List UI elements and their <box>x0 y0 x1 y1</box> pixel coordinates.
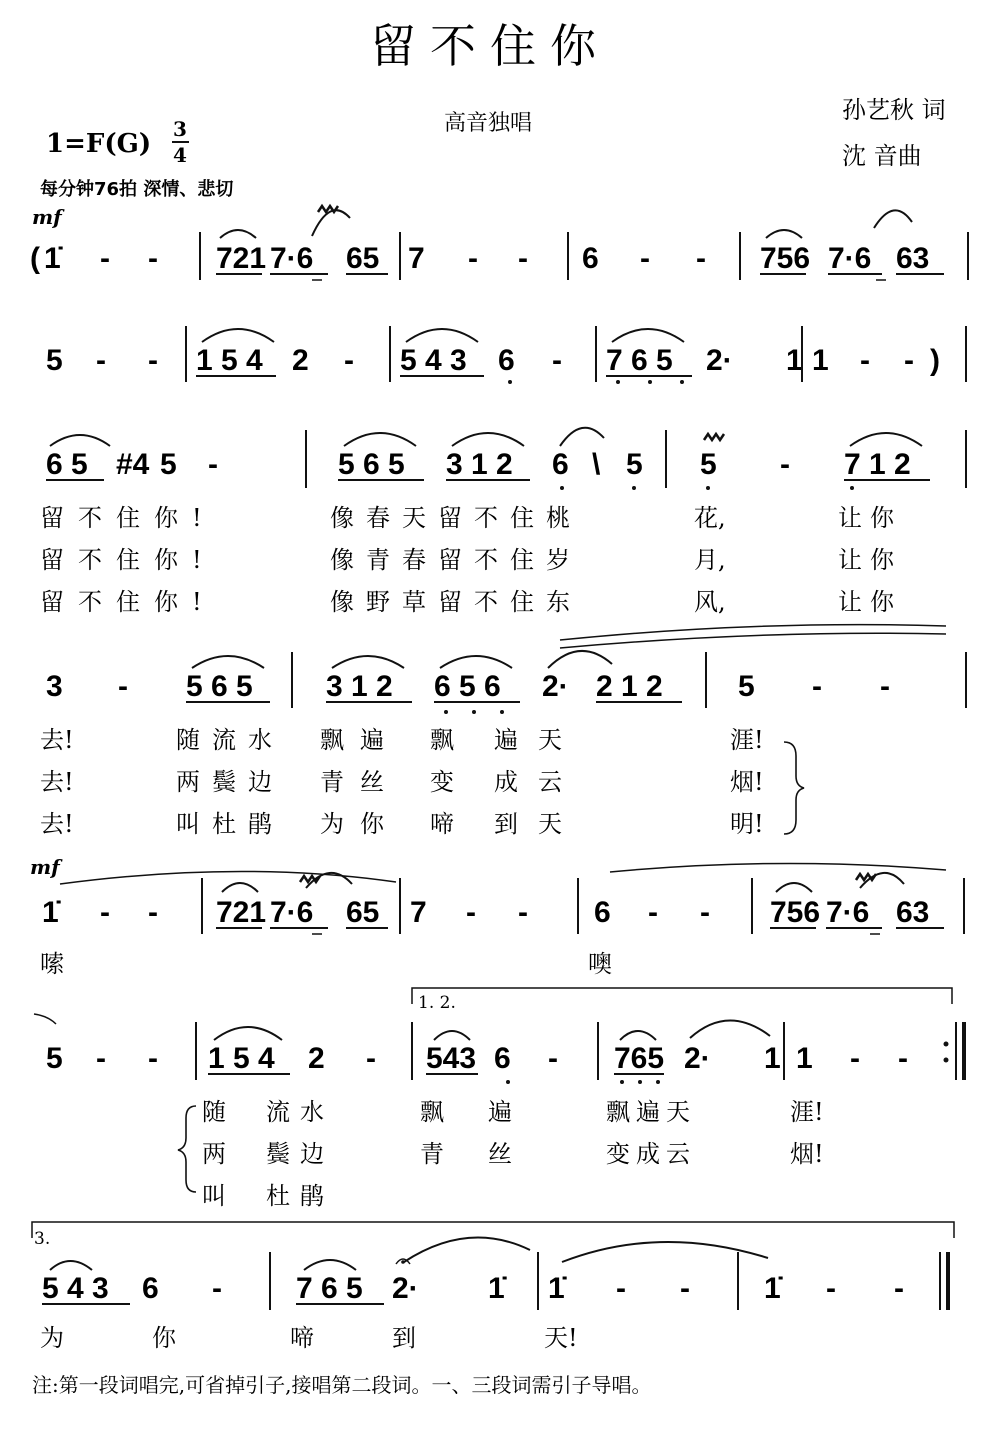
lyric-line: 飘 <box>420 1098 444 1126</box>
lyric-line: 留不住你! <box>40 546 216 574</box>
note: 3 1 2 <box>326 670 393 703</box>
note: - <box>344 344 354 377</box>
lyric-line: 让你 <box>838 504 902 532</box>
note: 6 <box>498 344 515 377</box>
note: 1̇ <box>764 1272 781 1305</box>
note: 7 6 5 <box>296 1272 363 1305</box>
note: 1 <box>786 344 803 377</box>
note: 6 5 <box>46 448 88 481</box>
lyric-line: 风, <box>694 588 726 616</box>
note: - <box>468 242 478 275</box>
lyrics-row-6 <box>178 1098 824 1210</box>
score-row-4 <box>46 625 966 714</box>
note: - <box>518 896 528 929</box>
note: 543 <box>426 1042 477 1075</box>
note: 1̇ <box>44 242 61 275</box>
tempo-marking: 每分钟76拍 深情、悲切 <box>40 179 234 200</box>
note: - <box>780 448 790 481</box>
final-barline <box>940 1252 948 1310</box>
lyric-line: 飘遍天 <box>606 1098 696 1126</box>
note: 7 1 2 <box>844 448 911 481</box>
note: 5 6 5 <box>186 670 253 703</box>
note: 6 <box>142 1272 159 1305</box>
note: - <box>860 344 870 377</box>
note: 65 <box>346 896 380 929</box>
note: - <box>616 1272 626 1305</box>
lyric-line: 啼 <box>290 1324 314 1352</box>
note: 7·6 <box>828 242 872 275</box>
lyric-line: 留不住你! <box>40 504 216 532</box>
note: 1 <box>764 1042 781 1075</box>
note: - <box>680 1272 690 1305</box>
dynamic-marking: mf <box>30 855 60 879</box>
note: 65 <box>346 242 380 275</box>
lyric-line: 成云 <box>494 768 582 796</box>
key-signature: 1=F(G) <box>46 129 152 159</box>
note: - <box>366 1042 376 1075</box>
repeat-end-barline <box>944 1022 965 1080</box>
note: 756 <box>760 242 811 275</box>
note: 7 6 5 <box>606 344 673 377</box>
note: 2· <box>684 1042 711 1075</box>
note: - <box>826 1272 836 1305</box>
note: - <box>552 344 562 377</box>
note: 7 <box>410 896 427 929</box>
lyric-line: 嗦 <box>40 950 64 978</box>
note: 5 <box>46 1042 63 1075</box>
note: 1̇ <box>42 896 59 929</box>
note: - <box>880 670 890 703</box>
note: 1̇ <box>548 1272 565 1305</box>
note: 2 <box>308 1042 325 1075</box>
note: 3 1 2 <box>446 448 513 481</box>
lyric-line: 烟! <box>730 768 764 796</box>
note: 7·6 <box>826 896 870 929</box>
note: ) <box>930 344 940 377</box>
note: 721 <box>216 242 267 275</box>
score-row-1 <box>30 206 968 280</box>
lyric-line: 两 <box>202 1140 226 1168</box>
note: 63 <box>896 242 930 275</box>
note: 5 <box>738 670 755 703</box>
time-signature-top: 3 <box>173 117 187 141</box>
lyrics-row-5 <box>40 950 612 978</box>
score-row-6 <box>34 988 964 1084</box>
lyric-line: 让你 <box>838 588 902 616</box>
lyric-line: 啼 <box>430 810 454 838</box>
score-row-3 <box>46 428 966 490</box>
note: 2· <box>542 670 569 703</box>
verse-brace <box>784 742 804 834</box>
note: 1̇ <box>488 1272 505 1305</box>
note: 5 <box>160 448 177 481</box>
lyric-line: 让你 <box>838 546 902 574</box>
note: 3 <box>46 670 63 703</box>
note: 1 5 4 <box>196 344 263 377</box>
note: - <box>894 1272 904 1305</box>
lyric-line: 青丝 <box>320 768 400 796</box>
note: 756 <box>770 896 821 929</box>
note: 1 <box>796 1042 813 1075</box>
note: - <box>148 344 158 377</box>
note: 2· <box>706 344 733 377</box>
note: 5 <box>626 448 643 481</box>
lyric-line: 随 <box>202 1098 226 1126</box>
note: - <box>904 344 914 377</box>
note: - <box>148 242 158 275</box>
song-title: 留不住你 <box>370 19 610 73</box>
lyric-line: 遍 <box>488 1098 512 1126</box>
note: - <box>696 242 706 275</box>
note: 5 4 3 <box>400 344 467 377</box>
note: #4 <box>116 448 150 481</box>
note: - <box>208 448 218 481</box>
composer-credit: 沈 音曲 <box>842 142 922 170</box>
lyrics-row-4 <box>40 726 804 838</box>
lyric-line: 丝 <box>488 1140 512 1168</box>
note: - <box>640 242 650 275</box>
note: - <box>518 242 528 275</box>
lyric-line: 两鬓边 <box>176 768 284 796</box>
lyric-line: 花, <box>694 504 726 532</box>
note: - <box>548 1042 558 1075</box>
lyric-line: 去! <box>40 768 74 796</box>
note: 2· <box>392 1272 419 1305</box>
note: - <box>96 1042 106 1075</box>
volta-bracket <box>412 988 952 1004</box>
note: 721 <box>216 896 267 929</box>
lyric-line: 天! <box>544 1324 578 1352</box>
lyric-line: 随流水 <box>176 726 284 754</box>
dynamic-marking: mf <box>32 205 62 229</box>
note: - <box>96 344 106 377</box>
note: 6 <box>594 896 611 929</box>
lyricist-credit: 孙艺秋 词 <box>842 96 946 124</box>
score-row-7 <box>32 1222 954 1310</box>
lyric-line: 飘遍 <box>320 726 400 754</box>
lyric-line: 叫 <box>202 1182 226 1210</box>
note: 7 <box>408 242 425 275</box>
note: 6 <box>494 1042 511 1075</box>
lyric-line: 涯! <box>790 1098 824 1126</box>
note: - <box>118 670 128 703</box>
note: 2 <box>292 344 309 377</box>
lyric-line: 到天 <box>494 810 582 838</box>
lyric-line: 像春天留不住桃 <box>330 504 582 532</box>
lyric-line: 明! <box>730 810 764 838</box>
lyrics-row-7 <box>40 1324 578 1352</box>
lyric-line: 飘 <box>430 726 454 754</box>
score-row-5 <box>30 855 964 934</box>
lyric-line: 留不住你! <box>40 588 216 616</box>
performance-type: 高音独唱 <box>443 111 533 136</box>
lyrics-row-3 <box>40 504 902 616</box>
note: 7·6 <box>270 896 314 929</box>
lyric-line: 杜鹃 <box>266 1182 334 1210</box>
lyric-line: 遍天 <box>494 726 582 754</box>
lyric-line: 为 <box>40 1324 64 1352</box>
lyric-line: 烟! <box>790 1140 824 1168</box>
note: - <box>212 1272 222 1305</box>
lyric-line: 鬓边 <box>266 1140 334 1168</box>
note: - <box>812 670 822 703</box>
time-signature <box>172 117 189 167</box>
lyric-line: 去! <box>40 726 74 754</box>
note: - <box>148 1042 158 1075</box>
note: 765 <box>614 1042 665 1075</box>
lyric-line: 流水 <box>266 1098 334 1126</box>
lyric-line: 你 <box>152 1324 176 1352</box>
lyric-line: 月, <box>694 546 726 574</box>
volta-bracket <box>32 1222 954 1238</box>
note: 6 5 6 <box>434 670 501 703</box>
lyric-line: 噢 <box>588 950 612 978</box>
score-row-2 <box>46 326 966 384</box>
note: - <box>148 896 158 929</box>
lyric-line: 像青春留不住岁 <box>330 546 582 574</box>
time-signature-bottom: 4 <box>173 143 187 167</box>
lyric-line: 叫杜鹃 <box>176 810 284 838</box>
note: 5 <box>700 448 717 481</box>
note: 63 <box>896 896 930 929</box>
note: 5 <box>46 344 63 377</box>
note: 6 <box>582 242 599 275</box>
note: \ <box>592 448 601 481</box>
note: 7·6 <box>270 242 314 275</box>
note: - <box>466 896 476 929</box>
verse-brace <box>178 1106 196 1192</box>
note: 6 <box>552 448 569 481</box>
note: - <box>898 1042 908 1075</box>
volta-label: 3. <box>34 1229 51 1249</box>
note: 5 6 5 <box>338 448 405 481</box>
lyric-line: 变成云 <box>606 1140 696 1168</box>
note: 2 1 2 <box>596 670 663 703</box>
lyric-line: 涯! <box>730 726 764 754</box>
lyric-line: 到 <box>392 1324 416 1352</box>
note: ( <box>30 242 40 275</box>
lyric-line: 去! <box>40 810 74 838</box>
note: - <box>850 1042 860 1075</box>
lyric-line: 像野草留不住东 <box>330 588 582 616</box>
note: 5 4 3 <box>42 1272 109 1305</box>
footnote: 注:第一段词唱完,可省掉引子,接唱第二段词。一、三段词需引子导唱。 <box>32 1373 652 1397</box>
note: 1 5 4 <box>208 1042 275 1075</box>
lyric-line: 青 <box>420 1140 444 1168</box>
note: - <box>100 242 110 275</box>
volta-label: 1. 2. <box>418 993 456 1013</box>
lyric-line: 变 <box>430 768 454 796</box>
lyric-line: 为你 <box>320 810 400 838</box>
note: 1 <box>812 344 829 377</box>
note: - <box>100 896 110 929</box>
note: - <box>648 896 658 929</box>
note: - <box>700 896 710 929</box>
